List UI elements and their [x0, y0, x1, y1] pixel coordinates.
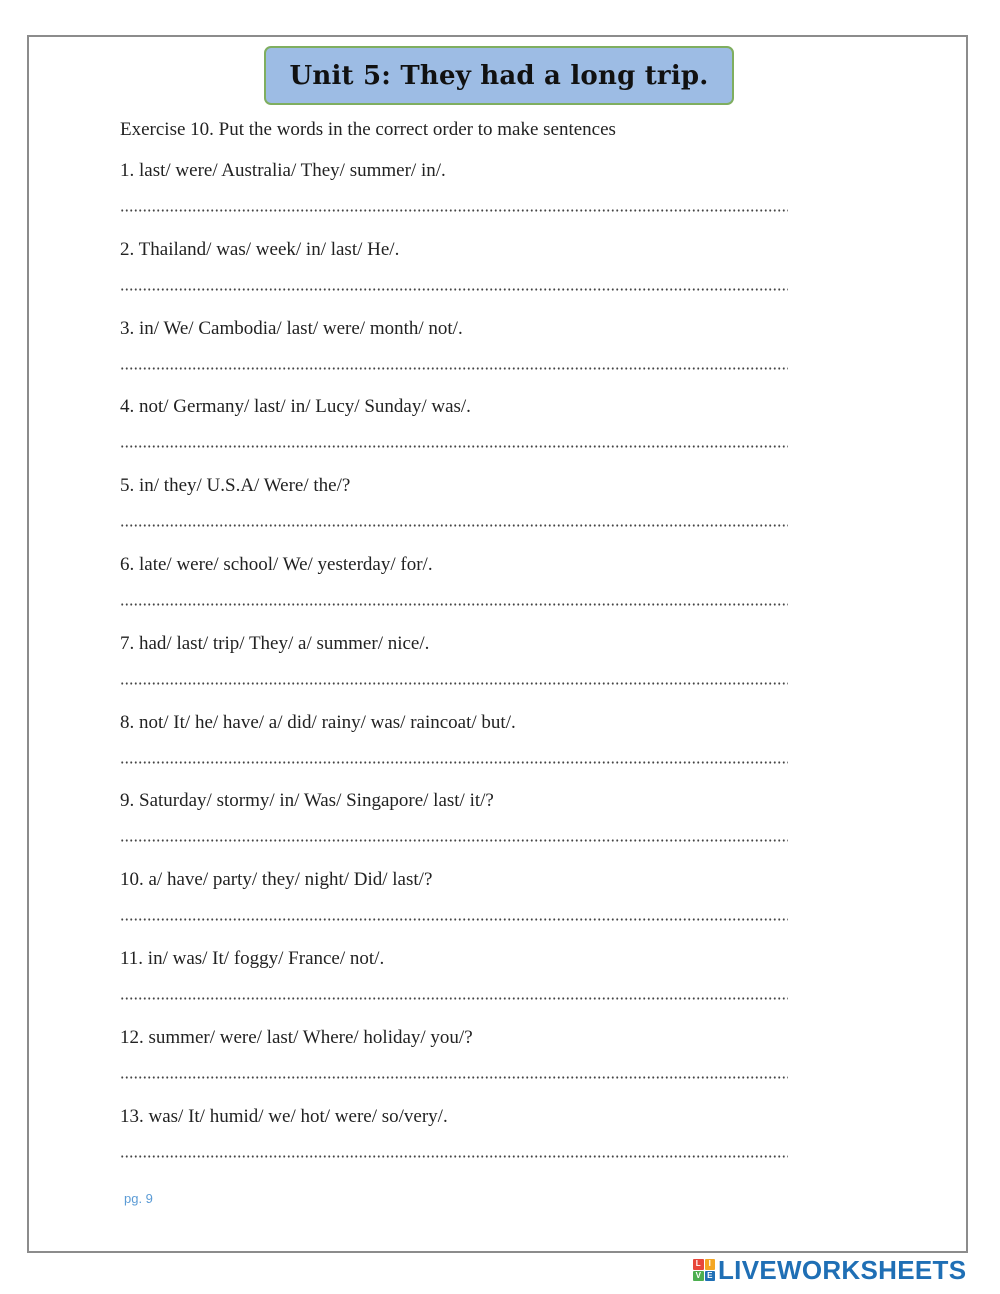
question-item [120, 316, 790, 395]
answer-blank[interactable] [120, 288, 788, 291]
answer-blank[interactable] [120, 997, 788, 1000]
question-item [120, 710, 790, 789]
question-item [120, 473, 790, 552]
answer-blank[interactable] [120, 839, 788, 842]
question-prompt: 1. last/ were/ Australia/ They/ summer/ in/. [120, 160, 446, 181]
question-prompt: 3. in/ We/ Cambodia/ last/ were/ month/ not/. [120, 317, 463, 339]
question-prompt: 13. was/ It/ humid/ we/ hot/ were/ so/very/. [120, 1105, 448, 1127]
logo-tile: L [693, 1259, 704, 1270]
brand-watermark [693, 1256, 966, 1284]
answer-blank[interactable] [120, 445, 788, 448]
question-prompt: 6. late/ were/ school/ We/ yesterday/ for/. [120, 553, 433, 575]
question-item [120, 1104, 790, 1183]
worksheet-title: Unit 5: They had a long trip. [289, 60, 709, 91]
question-prompt: 7. had/ last/ trip/ They/ a/ summer/ nice/. [120, 632, 430, 654]
answer-blank[interactable] [120, 209, 788, 212]
title-banner [264, 46, 734, 105]
question-item [120, 237, 790, 316]
question-prompt: 9. Saturday/ stormy/ in/ Was/ Singapore/ last/ it/? [120, 790, 494, 812]
question-item [120, 1025, 790, 1104]
answer-blank[interactable] [120, 1076, 788, 1079]
question-item [120, 552, 790, 631]
page-number: pg. 9 [124, 1191, 153, 1206]
question-item [120, 788, 790, 867]
question-list [120, 158, 790, 1182]
question-prompt: 10. a/ have/ party/ they/ night/ Did/ last/? [120, 869, 433, 891]
question-item [120, 158, 790, 237]
question-item [120, 394, 790, 473]
question-item [120, 867, 790, 946]
logo-tile: V [693, 1271, 704, 1282]
question-prompt: 8. not/ It/ he/ have/ a/ did/ rainy/ was/ raincoat/ but/. [120, 711, 516, 733]
answer-blank[interactable] [120, 603, 788, 606]
question-prompt: 2. Thailand/ was/ week/ in/ last/ He/. [120, 238, 400, 260]
question-item [120, 946, 790, 1025]
answer-blank[interactable] [120, 918, 788, 921]
logo-tile: I [705, 1259, 716, 1270]
answer-blank[interactable] [120, 682, 788, 685]
question-prompt: 11. in/ was/ It/ foggy/ France/ not/. [120, 947, 385, 969]
question-item [120, 631, 790, 710]
exercise-instruction: Exercise 10. Put the words in the correct order to make sentences [120, 119, 616, 140]
question-prompt: 12. summer/ were/ last/ Where/ holiday/ you/? [120, 1026, 473, 1048]
brand-name: LIVEWORKSHEETS [718, 1255, 967, 1285]
answer-blank[interactable] [120, 761, 788, 764]
liveworksheets-logo-icon [693, 1259, 715, 1281]
answer-blank[interactable] [120, 524, 788, 527]
question-prompt: 5. in/ they/ U.S.A/ Were/ the/? [120, 475, 351, 497]
answer-blank[interactable] [120, 1155, 788, 1158]
question-prompt: 4. not/ Germany/ last/ in/ Lucy/ Sunday/ was/. [120, 396, 471, 418]
logo-tile: E [705, 1271, 716, 1282]
answer-blank[interactable] [120, 367, 788, 370]
